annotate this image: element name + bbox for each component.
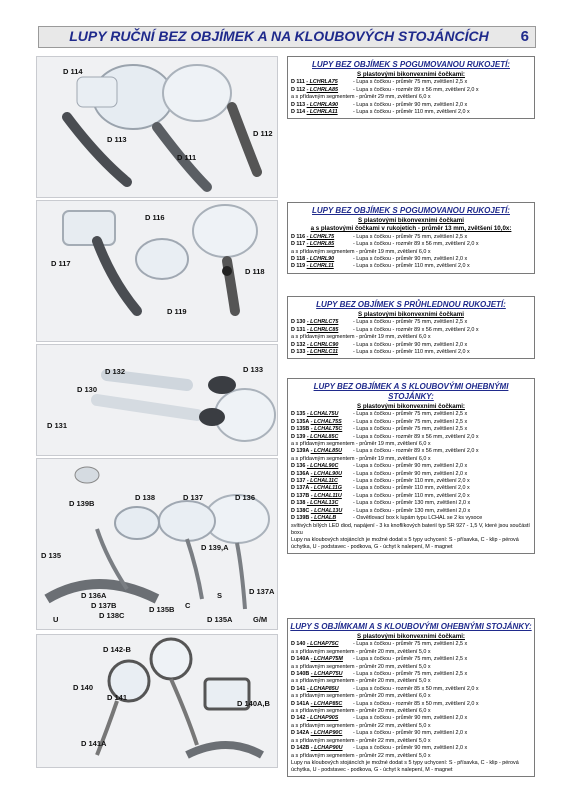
label-d135: D 135 bbox=[41, 551, 62, 560]
product-code bbox=[291, 493, 353, 500]
product-row bbox=[288, 319, 534, 326]
product-description: - Lupa s čočkou - rozměr 85 x 50 mm, zvětšení 2,0 x bbox=[353, 700, 479, 707]
section-subtitle: S plastovými bikonvexními čočkami: bbox=[357, 71, 465, 78]
section-rubber-handle-lens bbox=[287, 202, 535, 274]
product-model: - LCHAL13U bbox=[310, 507, 343, 514]
label-d139b: D 139B bbox=[69, 499, 95, 508]
segment-note: a s přídavným segmentem - průměr 20 mm, zvětšení 5,0 x bbox=[291, 678, 431, 685]
product-description: - Lupa s čočkou - průměr 75 mm, zvětšení 2,5 x bbox=[353, 656, 468, 663]
product-row bbox=[288, 102, 534, 109]
product-number: D 117 bbox=[291, 241, 306, 248]
product-number: D 140A bbox=[291, 656, 310, 663]
product-model: - LCHALB bbox=[310, 515, 337, 522]
product-code bbox=[291, 434, 353, 441]
product-number: D 118 bbox=[291, 256, 306, 263]
label-d133: D 133 bbox=[243, 365, 264, 374]
page-number: 6 bbox=[520, 28, 529, 45]
label-d118: D 118 bbox=[245, 267, 265, 276]
label-d137b: D 137B bbox=[91, 601, 117, 610]
product-description: - Lupa s čočkou - průměr 90 mm, zvětšení 2,0 x bbox=[353, 470, 468, 477]
product-model: - LCHRLA85 bbox=[306, 86, 339, 93]
product-model: - LCHRLC11 bbox=[306, 349, 338, 356]
page-header bbox=[38, 26, 536, 48]
product-model: - LCHAP90S bbox=[306, 715, 339, 722]
product-number: D 140B bbox=[291, 671, 310, 678]
section-subtitle: S plastovými bikonvexními čočkami bbox=[358, 311, 464, 318]
product-number: D 135A bbox=[291, 418, 310, 425]
segment-note: a s přídavným segmentem - průměr 20 mm, zvětšení 6,0 x bbox=[291, 693, 431, 700]
section-subtitle: S plastovými bikonvexními čočkami bbox=[358, 217, 464, 224]
section-title: LUPY BEZ OBJÍMEK S POGUMOVANOU RUKOJETÍ: bbox=[312, 206, 510, 215]
product-row bbox=[288, 730, 534, 737]
label-c: C bbox=[185, 601, 191, 610]
product-number: D 138C bbox=[291, 507, 310, 514]
product-description: - Lupa s čočkou - průměr 90 mm, zvětšení 2,0 x bbox=[353, 256, 468, 263]
product-code bbox=[291, 656, 353, 663]
product-model: - LCHAL75S bbox=[310, 418, 342, 425]
product-description: - Lupa s čočkou - rozměr 89 x 56 mm, zvětšení 2,0 x bbox=[353, 326, 479, 333]
product-number: D 135 bbox=[291, 411, 306, 418]
label-d138c: D 138C bbox=[99, 611, 125, 620]
product-model: - LCHAL75U bbox=[306, 411, 339, 418]
label-d131: D 131 bbox=[47, 421, 68, 430]
product-description: - Lupa s čočkou - průměr 75 mm, zvětšení 2,5 x bbox=[353, 411, 468, 418]
product-number: D 133 bbox=[291, 349, 306, 356]
product-code bbox=[291, 342, 353, 349]
product-row bbox=[288, 463, 534, 470]
product-row bbox=[288, 349, 534, 356]
segment-note: a s přídavným segmentem - průměr 19 mm, zvětšení 6,0 x bbox=[291, 248, 431, 255]
label-d135a: D 135A bbox=[207, 615, 233, 624]
product-model: - LCHAL11C bbox=[306, 478, 338, 485]
product-description: - Lupa s čočkou - průměr 130 mm, zvětšení 2,0 x bbox=[353, 500, 471, 507]
product-description: - Lupa s čočkou - rozměr 89 x 56 mm, zvětšení 2,0 x bbox=[353, 433, 479, 440]
label-d114: D 114 bbox=[63, 67, 83, 76]
product-description: - Lupa s čočkou - průměr 110 mm, zvětšení 2,0 x bbox=[353, 109, 470, 116]
product-code bbox=[291, 79, 353, 86]
product-photo-rubber-handle-lens bbox=[36, 200, 278, 342]
product-code bbox=[291, 426, 353, 433]
segment-note: a s přídavným segmentem - průměr 19 mm, zvětšení 6,0 x bbox=[291, 441, 431, 448]
product-model: - LCHAP85U bbox=[306, 685, 339, 692]
product-photo-flexible-stands bbox=[36, 458, 278, 630]
product-model: - LCHAL11G bbox=[310, 485, 342, 492]
segment-note: a s přídavným segmentem - průměr 20 mm, zvětšení 6,0 x bbox=[291, 708, 431, 715]
label-d130: D 130 bbox=[77, 385, 98, 394]
section-clear-handle bbox=[287, 296, 535, 359]
product-model: - LCHAP75C bbox=[306, 641, 339, 648]
product-model: - LCHRL90 bbox=[306, 256, 335, 263]
product-description: - Lupa s čočkou - rozměr 89 x 56 mm, zvětšení 2,0 x bbox=[353, 241, 479, 248]
product-model: - LCHAP75U bbox=[310, 671, 343, 678]
label-d137a: D 137A bbox=[249, 587, 275, 596]
label-d137: D 137 bbox=[183, 493, 204, 502]
product-model: - LCHAL11U bbox=[310, 492, 342, 499]
product-code bbox=[291, 419, 353, 426]
product-model: - LCHRL75 bbox=[306, 233, 335, 240]
product-number: D 136A bbox=[291, 470, 310, 477]
label-d113: D 113 bbox=[107, 135, 127, 144]
product-code bbox=[291, 478, 353, 485]
label-gm: G/M bbox=[253, 615, 268, 624]
product-row bbox=[288, 471, 534, 478]
section-note: Lupy na kloubových stojáncích je možné dodat s 5 typy uchycení: S - přísavka, C - klip - pérová úchytka, U - podstavec - podkova, G - úchyt k nalepení, M - magnet bbox=[291, 759, 519, 774]
product-model: - LCHRL85 bbox=[306, 241, 335, 248]
label-d138: D 138 bbox=[135, 493, 156, 502]
magnifiers-illustration bbox=[37, 345, 277, 455]
product-row bbox=[288, 426, 534, 433]
magnifiers-illustration bbox=[37, 201, 277, 341]
product-model: - LCHAL90U bbox=[310, 470, 343, 477]
product-number: D 137A bbox=[291, 485, 310, 492]
segment-note: a s přídavným segmentem - průměr 19 mm, zvětšení 6,0 x bbox=[291, 455, 431, 462]
product-description: - Lupa s čočkou - průměr 90 mm, zvětšení 2,0 x bbox=[353, 101, 468, 108]
product-code bbox=[291, 641, 353, 648]
section-flexible-stands bbox=[287, 378, 535, 554]
product-code bbox=[291, 256, 353, 263]
product-code bbox=[291, 234, 353, 241]
product-code bbox=[291, 448, 353, 455]
product-code bbox=[291, 515, 353, 522]
product-row bbox=[288, 79, 534, 86]
product-model: - LCHAL90C bbox=[306, 463, 339, 470]
product-row bbox=[288, 241, 534, 248]
magnifiers-illustration bbox=[37, 57, 277, 197]
product-row bbox=[288, 656, 534, 663]
product-description: - Lupa s čočkou - průměr 75 mm, zvětšení 2,5 x bbox=[353, 641, 468, 648]
product-row bbox=[288, 745, 534, 752]
product-description: - Lupa s čočkou - průměr 110 mm, zvětšení 2,0 x bbox=[353, 485, 470, 492]
product-description: - Lupa s čočkou - rozměr 89 x 56 mm, zvětšení 2,0 x bbox=[353, 86, 479, 93]
product-number: D 135B bbox=[291, 426, 310, 433]
product-code bbox=[291, 463, 353, 470]
product-number: D 139 bbox=[291, 433, 306, 440]
product-model: - LCHAP75M bbox=[310, 656, 343, 663]
product-number: D 137B bbox=[291, 492, 310, 499]
segment-note: a s přídavným segmentem - průměr 22 mm, zvětšení 5,0 x bbox=[291, 722, 431, 729]
product-model: - LCHRLC75 bbox=[306, 319, 339, 326]
product-row bbox=[288, 515, 534, 522]
section-title: LUPY BEZ OBJÍMEK S PRŮHLEDNOU RUKOJETÍ: bbox=[316, 300, 506, 309]
product-number: D 142A bbox=[291, 730, 310, 737]
product-code bbox=[291, 701, 353, 708]
section-subtitle: S plastovými bikonvexními čočkami: bbox=[357, 403, 465, 410]
product-model: - LCHRL11 bbox=[306, 263, 334, 270]
product-row bbox=[288, 411, 534, 418]
section-rubber-handle bbox=[287, 56, 535, 119]
product-number: D 139A bbox=[291, 448, 310, 455]
product-number: D 140 bbox=[291, 641, 306, 648]
product-number: D 112 bbox=[291, 86, 306, 93]
product-model: - LCHRLA90 bbox=[306, 101, 339, 108]
product-model: - LCHAL85U bbox=[310, 448, 343, 455]
product-number: D 119 bbox=[291, 263, 306, 270]
product-number: D 130 bbox=[291, 319, 306, 326]
product-code bbox=[291, 500, 353, 507]
label-d141: D 141 bbox=[107, 693, 128, 702]
product-code bbox=[291, 485, 353, 492]
product-photo-clear-handle bbox=[36, 344, 278, 456]
section-title: LUPY S OBJÍMKAMI A S KLOUBOVÝMI OHEBNÝMI STOJÁNKY: bbox=[290, 622, 532, 631]
section-title: LUPY BEZ OBJÍMEK A S KLOUBOVÝMI OHEBNÝMI STOJÁNKY: bbox=[313, 382, 509, 401]
product-code bbox=[291, 508, 353, 515]
label-d139a: D 139,A bbox=[201, 543, 229, 552]
product-description: - Lupa s čočkou - rozměr 85 x 50 mm, zvětšení 2,0 x bbox=[353, 685, 479, 692]
product-row bbox=[288, 434, 534, 441]
product-row bbox=[288, 263, 534, 270]
page-title: LUPY RUČNÍ BEZ OBJÍMEK A NA KLOUBOVÝCH STOJÁNCÍCH bbox=[69, 28, 489, 44]
product-description: - Lupa s čočkou - průměr 110 mm, zvětšení 2,0 x bbox=[353, 349, 470, 356]
label-d111: D 111 bbox=[177, 153, 197, 162]
label-d135b: D 135B bbox=[149, 605, 175, 614]
section-title: LUPY BEZ OBJÍMEK S POGUMOVANOU RUKOJETÍ: bbox=[312, 60, 510, 69]
product-number: D 116 bbox=[291, 233, 306, 240]
product-number: D 132 bbox=[291, 341, 306, 348]
product-number: D 131 bbox=[291, 326, 306, 333]
label-d140ab: D 140A,B bbox=[237, 699, 270, 708]
segment-note: a s přídavným segmentem - průměr 20 mm, zvětšení 5,0 x bbox=[291, 663, 431, 670]
product-description: - Lupa s čočkou - průměr 110 mm, zvětšení 2,0 x bbox=[353, 492, 470, 499]
product-row bbox=[288, 715, 534, 722]
label-s: S bbox=[217, 591, 223, 600]
product-description: - Lupa s čočkou - průměr 90 mm, zvětšení 2,0 x bbox=[353, 463, 468, 470]
product-code bbox=[291, 471, 353, 478]
product-description: - Lupa s čočkou - průměr 110 mm, zvětšení 2,0 x bbox=[353, 478, 470, 485]
product-code bbox=[291, 745, 353, 752]
product-row bbox=[288, 701, 534, 708]
product-row bbox=[288, 500, 534, 507]
product-code bbox=[291, 319, 353, 326]
segment-note: a s přídavným segmentem - průměr 22 mm, zvětšení 5,0 x bbox=[291, 737, 431, 744]
section-subtitle: S plastovými bikonvexními čočkami: bbox=[357, 633, 465, 640]
product-description: - Lupa s čočkou - rozměr 89 x 56 mm, zvětšení 2,0 x bbox=[353, 448, 479, 455]
product-code bbox=[291, 349, 353, 356]
product-code bbox=[291, 263, 353, 270]
product-model: - LCHAP90C bbox=[310, 730, 343, 737]
product-row bbox=[288, 508, 534, 515]
product-description: - Lupa s čočkou - průměr 90 mm, zvětšení 2,0 x bbox=[353, 745, 468, 752]
label-u: U bbox=[53, 615, 59, 624]
product-model: - LCHRLA11 bbox=[306, 109, 338, 116]
product-model: - LCHAL85C bbox=[306, 433, 339, 440]
product-description: - Lupa s čočkou - průměr 130 mm, zvětšení 2,0 x bbox=[353, 507, 471, 514]
section-holders-flexible-stands bbox=[287, 618, 535, 777]
label-d141a: D 141A bbox=[81, 739, 107, 748]
product-code bbox=[291, 109, 353, 116]
label-d140: D 140 bbox=[73, 683, 94, 692]
product-number: D 137 bbox=[291, 478, 306, 485]
product-number: D 113 bbox=[291, 101, 306, 108]
product-number: D 138 bbox=[291, 500, 306, 507]
product-model: - LCHRLC90 bbox=[306, 341, 339, 348]
label-d119: D 119 bbox=[167, 307, 187, 316]
product-description: - Lupa s čočkou - průměr 75 mm, zvětšení 2,5 x bbox=[353, 426, 468, 433]
product-code bbox=[291, 102, 353, 109]
segment-note: a s přídavným segmentem - průměr 19 mm, zvětšení 6,0 x bbox=[291, 334, 431, 341]
section-subtitle: a s plastovými čočkami v rukojetích - průměr 13 mm, zvětšení 10,0x: bbox=[310, 225, 512, 233]
product-description: - Lupa s čočkou - průměr 90 mm, zvětšení 2,0 x bbox=[353, 730, 468, 737]
product-description: - Lupa s čočkou - průměr 110 mm, zvětšení 2,0 x bbox=[353, 263, 470, 270]
label-d132: D 132 bbox=[105, 367, 126, 376]
label-d136: D 136 bbox=[235, 493, 256, 502]
product-number: D 136 bbox=[291, 463, 306, 470]
label-d142b: D 142-B bbox=[103, 645, 131, 654]
product-number: D 142B bbox=[291, 745, 310, 752]
section-note: Lupy na kloubových stojáncích je možné dodat s 5 typy uchycení: S - přísavka, C - klip - pérová úchytka, U - podstavec - podkova, G - úchyt k nalepení, M - magnet bbox=[291, 536, 519, 551]
product-code bbox=[291, 411, 353, 418]
product-number: D 114 bbox=[291, 109, 306, 116]
product-row bbox=[288, 342, 534, 349]
magnifiers-illustration bbox=[37, 459, 277, 629]
segment-note: a s přídavným segmentem - průměr 29 mm, zvětšení 6,0 x bbox=[291, 94, 431, 101]
product-model: - LCHAL13C bbox=[306, 500, 339, 507]
product-description: - Lupa s čočkou - průměr 75 mm, zvětšení 2,5 x bbox=[353, 79, 468, 86]
product-row bbox=[288, 109, 534, 116]
product-model: - LCHAP90U bbox=[310, 745, 343, 752]
label-d116: D 116 bbox=[145, 213, 165, 222]
product-row bbox=[288, 641, 534, 648]
label-d117: D 117 bbox=[51, 259, 71, 268]
product-model: - LCHRLC85 bbox=[306, 326, 339, 333]
product-code bbox=[291, 241, 353, 248]
segment-note: a s přídavným segmentem - průměr 20 mm, zvětšení 5,0 x bbox=[291, 648, 431, 655]
product-description: - Lupa s čočkou - průměr 75 mm, zvětšení 2,5 x bbox=[353, 671, 468, 678]
product-model: - LCHRLA75 bbox=[306, 79, 338, 86]
product-number: D 139B bbox=[291, 515, 310, 522]
product-code bbox=[291, 730, 353, 737]
segment-note: a s přídavným segmentem - průměr 22 mm, zvětšení 5,0 x bbox=[291, 752, 431, 759]
product-row bbox=[288, 485, 534, 492]
product-description: - Lupa s čočkou - průměr 75 mm, zvětšení 2,5 x bbox=[353, 233, 468, 240]
product-number: D 142 bbox=[291, 715, 306, 722]
product-description: - Lupa s čočkou - průměr 75 mm, zvětšení 2,5 x bbox=[353, 418, 468, 425]
product-photo-rubber-handle bbox=[36, 56, 278, 198]
product-description: - Lupa s čočkou - průměr 90 mm, zvětšení 2,0 x bbox=[353, 341, 468, 348]
product-number: D 141A bbox=[291, 700, 310, 707]
product-description: - Lupa s čočkou - průměr 75 mm, zvětšení 2,5 x bbox=[353, 319, 468, 326]
product-model: - LCHAP85C bbox=[310, 700, 343, 707]
product-photo-holders-stands bbox=[36, 634, 278, 768]
product-description: - Lupa s čočkou - průměr 90 mm, zvětšení 2,0 x bbox=[353, 715, 468, 722]
product-row bbox=[288, 448, 534, 455]
product-number: D 141 bbox=[291, 685, 306, 692]
section-note: svítivých bílých LED diod, napájení - 3 ks knoflíkových baterií typ SR 927 - 1,5 V, které jsou součástí boxu bbox=[291, 522, 530, 536]
product-number: D 111 bbox=[291, 79, 305, 86]
product-code bbox=[291, 715, 353, 722]
product-row bbox=[288, 234, 534, 241]
label-d136a: D 136A bbox=[81, 591, 107, 600]
product-model: - LCHAL75C bbox=[310, 426, 343, 433]
label-d112: D 112 bbox=[253, 129, 273, 138]
product-description: - Osvětlovací box k lupám typu LCHAL se 2 ks vysoce bbox=[353, 515, 483, 522]
